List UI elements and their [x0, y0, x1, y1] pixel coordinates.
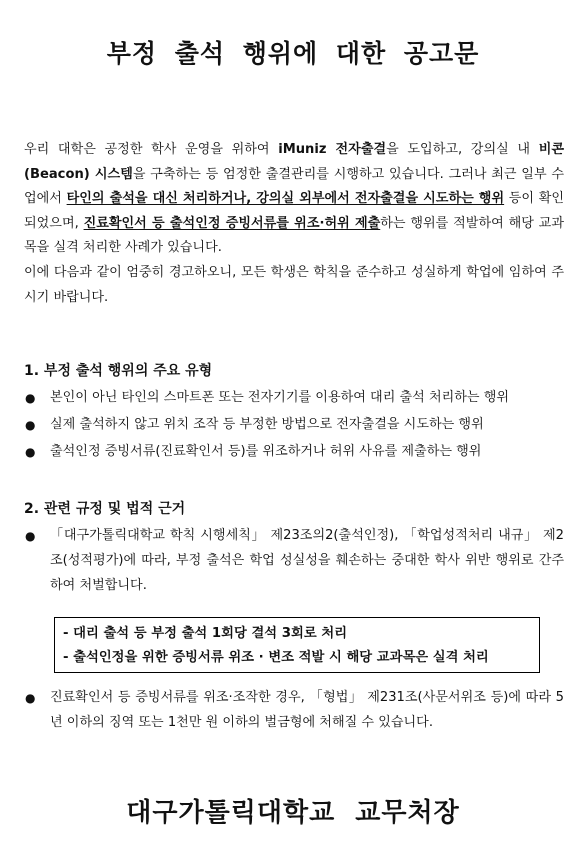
penalty-line: - 대리 출석 등 부정 출석 1회당 결석 3회로 처리: [63, 626, 348, 641]
bullet-icon: ●: [25, 445, 36, 459]
list-item-text: 진료확인서 등 증빙서류를 위조·조작한 경우, 「형법」 제231조(사문서위조 등)에 따라 5년 이하의 징역 또는 1천만 원 이하의 벌금형에 처해질 수 있습니다.: [50, 690, 564, 730]
list-item-text: 본인이 아닌 타인의 스마트폰 또는 전자기기를 이용하여 대리 출석 처리하는 행위: [50, 390, 510, 405]
intro-emphasis-imuniz: iMuniz 전자출결: [278, 142, 387, 157]
bullet-icon: ●: [25, 691, 36, 705]
list-item-text: 실제 출석하지 않고 위치 조작 등 부정한 방법으로 전자출결을 시도하는 행위: [50, 417, 484, 432]
page-title: 부정 출석 행위에 대한 공고문: [106, 39, 480, 68]
intro-emphasis-forgery: 진료확인서 등 출석인정 증빙서류를 위조·허위 제출: [83, 215, 381, 231]
penalty-line: - 출석인정을 위한 증빙서류 위조 · 변조 적발 시 해당 교과목은 실격 처리: [63, 650, 489, 665]
intro-paragraph-1: [24, 138, 564, 261]
list-item-text: 출석인정 증빙서류(진료확인서 등)를 위조하거나 허위 사유를 제출하는 행위: [50, 444, 482, 459]
penalty-box: [54, 617, 540, 673]
section-1-heading: 1. 부정 출석 행위의 주요 유형: [24, 363, 213, 379]
intro-text: 을 도입하고, 강의실 내: [386, 142, 539, 157]
intro-emphasis-proxy: 타인의 출석을 대신 처리하거나, 강의실 외부에서 전자출결을 시도하는 행위: [66, 191, 505, 207]
bullet-icon: ●: [25, 529, 36, 543]
bullet-icon: ●: [25, 391, 36, 405]
list-item: [24, 686, 564, 736]
list-item-text: 「대구가톨릭대학교 학칙 시행세칙」 제23조의2(출석인정), 「학업성적처리 내규」 제2조(성적평가)에 따라, 부정 출석은 학업 성실성을 훼손하는 중대한 학사 위반 행위로 간주하여 처벌합니다.: [50, 528, 564, 593]
intro-text: 등이 확인되었으며,: [24, 191, 565, 231]
signature: 대구가톨릭대학교 교무처장: [126, 798, 460, 828]
intro-text: 하는 행위를 적발하여 해당 교과목을 실격 처리한 사례가 있습니다.: [24, 215, 564, 256]
intro-text: 우리 대학은 공정한 학사 운영을 위하여: [24, 142, 279, 157]
list-item: [24, 440, 564, 465]
list-item: [24, 386, 564, 411]
intro-paragraph: [24, 138, 564, 310]
intro-paragraph-2: 이에 다음과 같이 엄중히 경고하오니, 모든 학생은 학칙을 준수하고 성실하게 학업에 임하여 주시기 바랍니다.: [24, 264, 564, 305]
bullet-icon: ●: [25, 418, 36, 432]
intro-emphasis-beacon: 비콘(Beacon) 시스템: [24, 142, 564, 182]
list-item: [24, 413, 564, 438]
list-item: [24, 524, 564, 598]
section-2-heading: 2. 관련 규정 및 법적 근거: [24, 501, 186, 517]
intro-text: 을 구축하는 등 엄정한 출결관리를 시행하고 있습니다. 그러나 최근 일부 수업에서: [24, 166, 564, 207]
